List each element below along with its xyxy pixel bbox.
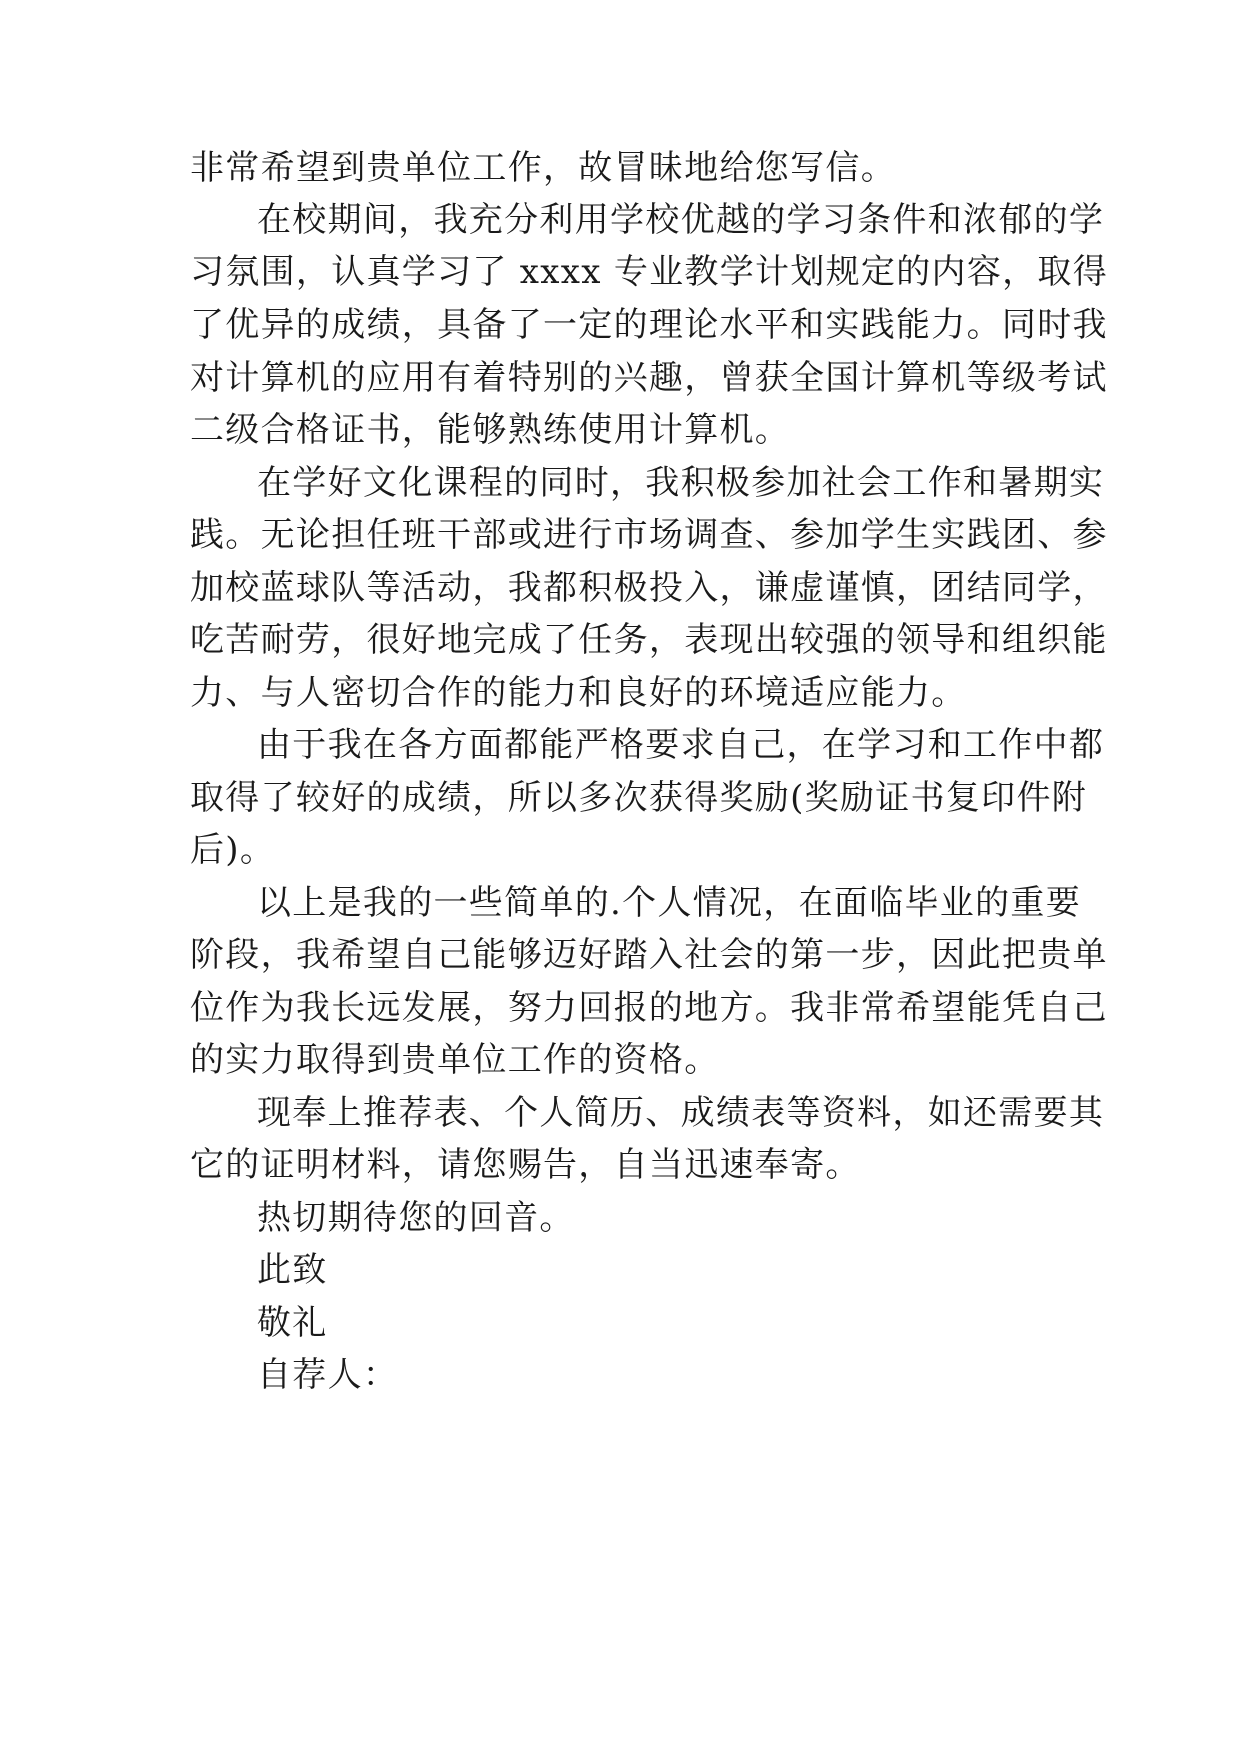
text-line: 在校期间，我充分利用学校优越的学习条件和浓郁的学 xyxy=(257,200,1105,240)
text-line: 力、与人密切合作的能力和良好的环境适应能力。 xyxy=(190,673,967,713)
text-line: 由于我在各方面都能严格要求自己，在学习和工作中都 xyxy=(257,725,1105,765)
text-line: 后)。 xyxy=(190,830,276,870)
text-line: 现奉上推荐表、个人简历、成绩表等资料，如还需要其 xyxy=(257,1093,1105,1133)
text-line: 取得了较好的成绩，所以多次获得奖励(奖励证书复印件附 xyxy=(190,778,1088,818)
text-line: 了优异的成绩，具备了一定的理论水平和实践能力。同时我 xyxy=(190,305,1108,345)
text-line: 阶段，我希望自己能够迈好踏入社会的第一步，因此把贵单 xyxy=(190,935,1108,975)
text-line: 对计算机的应用有着特别的兴趣，曾获全国计算机等级考试 xyxy=(190,358,1108,398)
text-line: 它的证明材料，请您赐告，自当迅速奉寄。 xyxy=(190,1145,861,1185)
text-line: 以上是我的一些简单的.个人情况，在面临毕业的重要 xyxy=(257,883,1082,923)
closing-regards: 敬礼 xyxy=(257,1303,328,1343)
text-line: 位作为我长远发展，努力回报的地方。我非常希望能凭自己 xyxy=(190,988,1108,1028)
text-line: 的实力取得到贵单位工作的资格。 xyxy=(190,1040,720,1080)
text-line: 习氛围，认真学习了 xxxx 专业教学计划规定的内容，取得 xyxy=(190,252,1109,292)
text-line: 践。无论担任班干部或进行市场调查、参加学生实践团、参 xyxy=(190,515,1108,555)
text-line: 在学好文化课程的同时，我积极参加社会工作和暑期实 xyxy=(257,463,1105,503)
text-line: 吃苦耐劳，很好地完成了任务，表现出较强的领导和组织能 xyxy=(190,620,1108,660)
closing-salutation: 此致 xyxy=(257,1250,328,1290)
text-line: 加校蓝球队等活动，我都积极投入，谦虚谨慎，团结同学， xyxy=(190,568,1108,608)
text-line: 热切期待您的回音。 xyxy=(257,1198,575,1238)
text-line: 非常希望到贵单位工作，故冒昧地给您写信。 xyxy=(190,148,896,188)
signature-label: 自荐人： xyxy=(257,1355,399,1395)
text-line: 二级合格证书，能够熟练使用计算机。 xyxy=(190,410,791,450)
